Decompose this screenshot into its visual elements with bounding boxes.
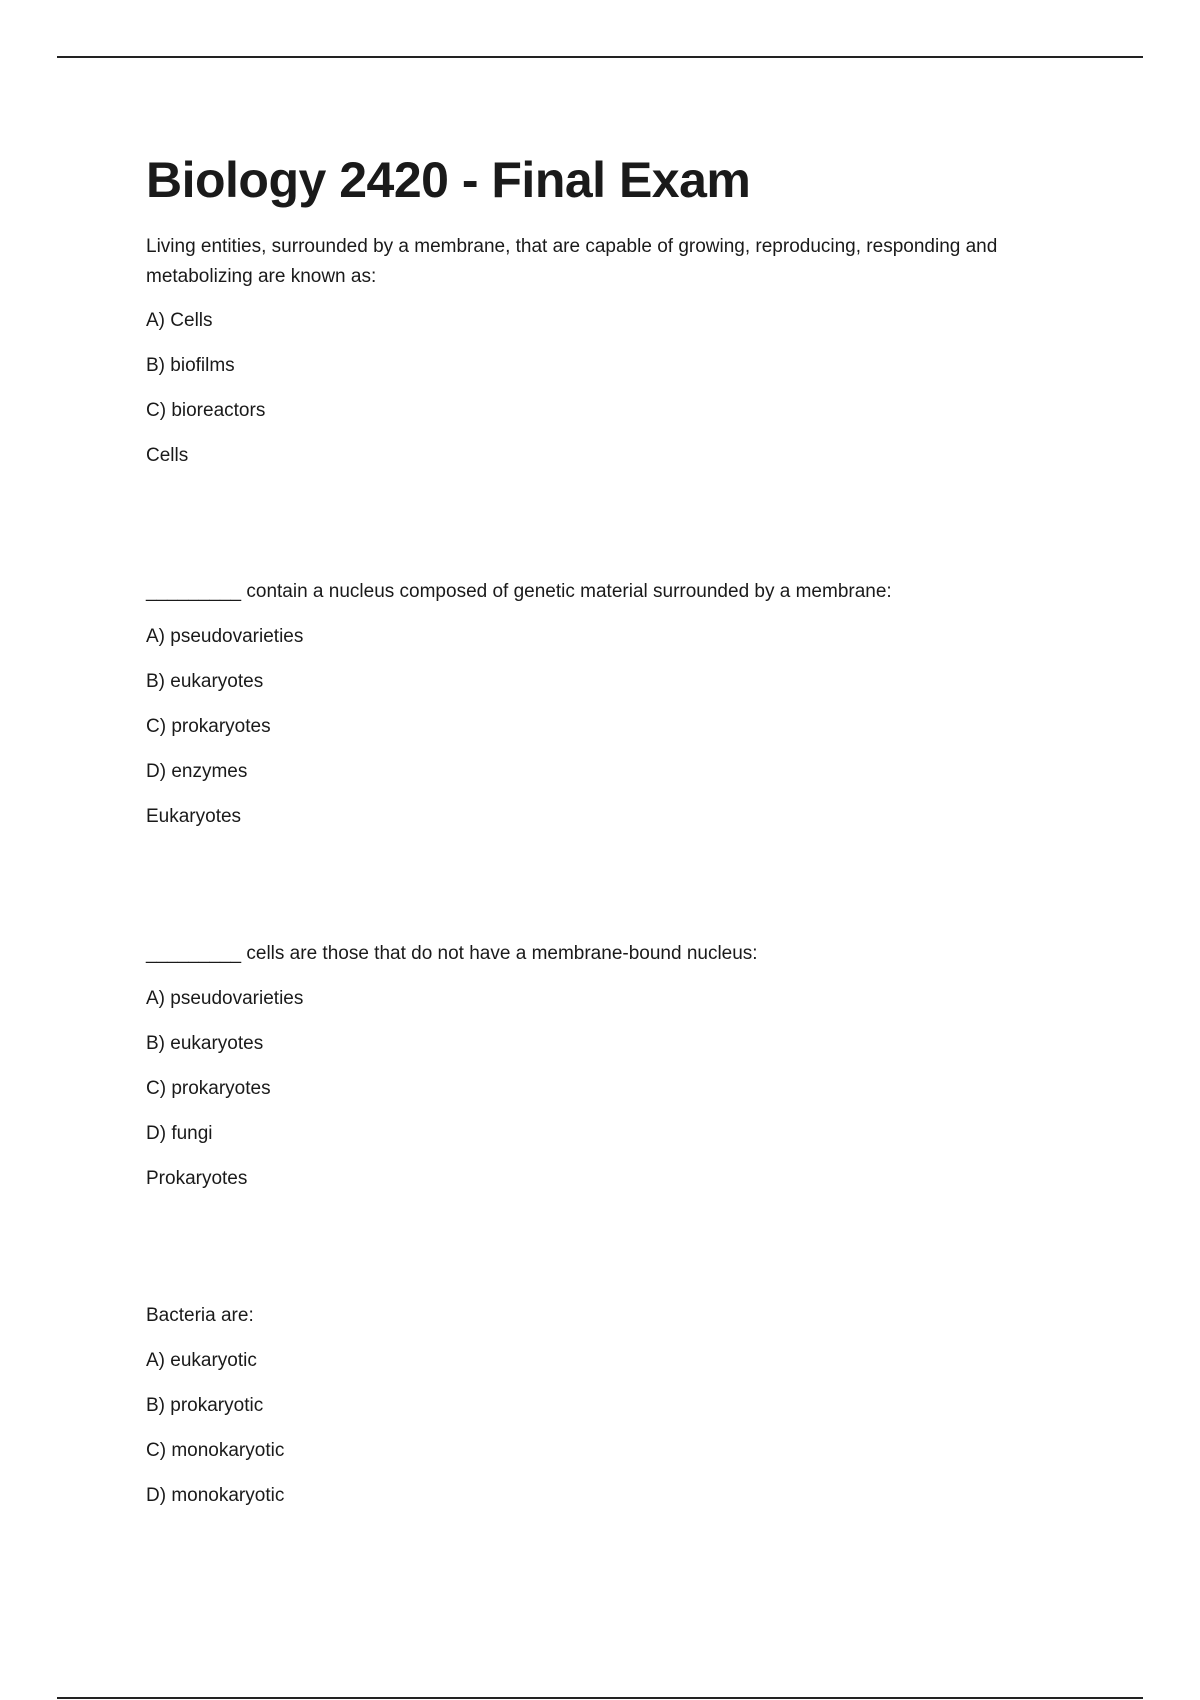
option-a: A) pseudovarieties xyxy=(146,626,304,647)
top-rule xyxy=(57,56,1143,58)
question-4 xyxy=(146,1301,1046,1511)
option-c: C) prokaryotes xyxy=(146,1078,271,1099)
option-b: B) eukaryotes xyxy=(146,1033,264,1054)
page-title: Biology 2420 - Final Exam xyxy=(146,152,751,208)
option-b: B) biofilms xyxy=(146,355,235,376)
option-d: D) fungi xyxy=(146,1123,213,1144)
answer-text: Prokaryotes xyxy=(146,1168,248,1189)
option-b: B) prokaryotic xyxy=(146,1395,264,1416)
option-c: C) bioreactors xyxy=(146,400,266,421)
question-text: Bacteria are: xyxy=(146,1305,254,1326)
answer-text: Cells xyxy=(146,445,189,466)
option-a: A) pseudovarieties xyxy=(146,988,304,1009)
document-body xyxy=(146,140,1046,1511)
question-text: _________ contain a nucleus composed of genetic material surrounded by a membrane: xyxy=(146,581,892,602)
option-a: A) eukaryotic xyxy=(146,1350,257,1371)
bottom-rule xyxy=(57,1697,1143,1699)
question-3 xyxy=(146,939,1046,1194)
question-2 xyxy=(146,577,1046,832)
option-c: C) monokaryotic xyxy=(146,1440,285,1461)
option-b: B) eukaryotes xyxy=(146,671,264,692)
question-text: Living entities, surrounded by a membrane, that are capable of growing, reproducing, responding and metabolizing are known as: xyxy=(146,236,998,287)
option-c: C) prokaryotes xyxy=(146,716,271,737)
question-1 xyxy=(146,232,1046,471)
option-d: D) enzymes xyxy=(146,761,248,782)
option-a: A) Cells xyxy=(146,310,213,331)
option-d: D) monokaryotic xyxy=(146,1485,285,1506)
question-text: _________ cells are those that do not have a membrane-bound nucleus: xyxy=(146,943,758,964)
answer-text: Eukaryotes xyxy=(146,806,242,827)
